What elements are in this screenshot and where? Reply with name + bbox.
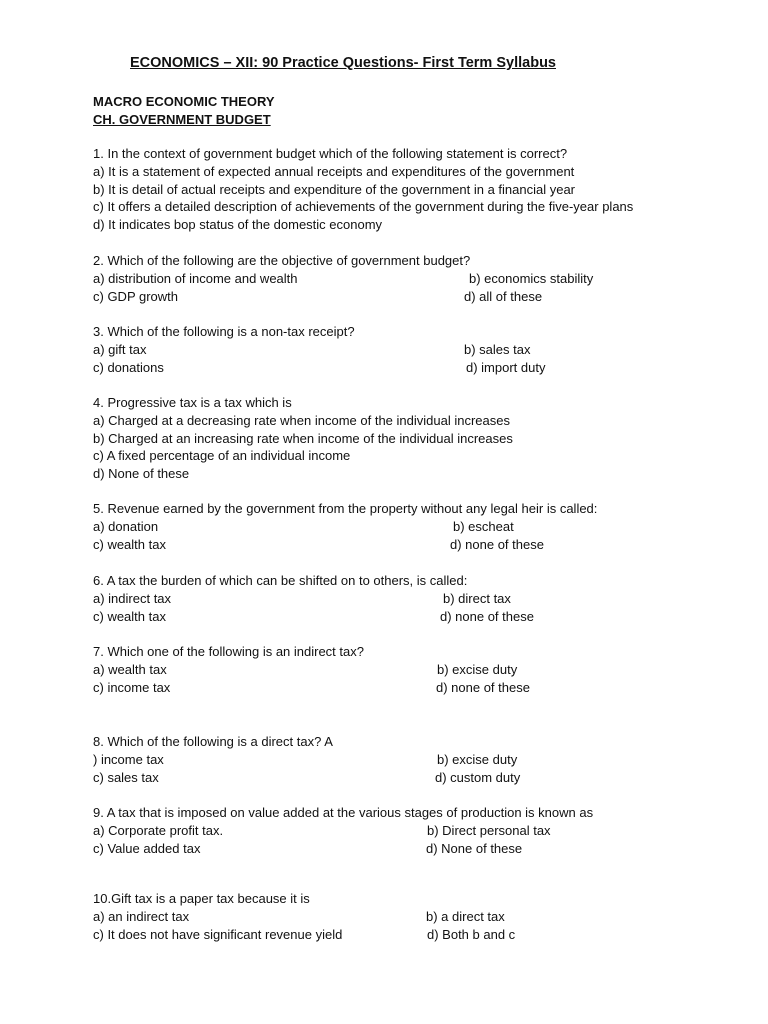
option-right: d) none of these xyxy=(440,608,534,624)
option: c) A fixed percentage of an individual income xyxy=(93,448,351,464)
question-6 xyxy=(93,572,733,625)
section-heading: MACRO ECONOMIC THEORY xyxy=(93,94,275,109)
question-stem: 3. Which of the following is a non-tax receipt? xyxy=(93,324,355,339)
option-row xyxy=(93,518,733,536)
document-title: ECONOMICS – XII: 90 Practice Questions- First Term Syllabus xyxy=(130,55,556,71)
option-left: c) donations xyxy=(93,359,164,375)
question-10 xyxy=(93,890,733,943)
question-stem: 4. Progressive tax is a tax which is xyxy=(93,395,292,410)
option-left: c) sales tax xyxy=(93,769,159,785)
question-stem: 6. A tax the burden of which can be shifted on to others, is called: xyxy=(93,573,468,588)
question-1 xyxy=(93,145,733,234)
question-stem: 2. Which of the following are the objective of government budget? xyxy=(93,253,471,268)
option: c) It offers a detailed description of achievements of the government during the five-year plans xyxy=(93,199,634,215)
question-5 xyxy=(93,500,733,553)
option-left: c) It does not have significant revenue yield xyxy=(93,926,343,942)
option-row xyxy=(93,840,733,858)
option-left: c) GDP growth xyxy=(93,288,179,304)
option-row xyxy=(93,926,733,944)
option-left: a) Corporate profit tax. xyxy=(93,822,224,838)
option-right: d) import duty xyxy=(466,359,546,375)
option-row xyxy=(93,608,733,626)
option: a) It is a statement of expected annual receipts and expenditures of the government xyxy=(93,163,575,179)
option-left: a) distribution of income and wealth xyxy=(93,270,298,286)
option-right: d) none of these xyxy=(436,679,530,695)
option: d) None of these xyxy=(93,466,190,482)
option-left: a) wealth tax xyxy=(93,661,167,677)
option: b) It is detail of actual receipts and expenditure of the government in a financial year xyxy=(93,181,576,197)
option-row xyxy=(93,590,733,608)
option-row xyxy=(93,536,733,554)
option-left: c) wealth tax xyxy=(93,608,166,624)
option-right: b) escheat xyxy=(453,518,514,534)
option-right: d) custom duty xyxy=(435,769,521,785)
option-left: a) gift tax xyxy=(93,341,147,357)
option-right: d) None of these xyxy=(426,840,523,856)
question-4 xyxy=(93,394,733,483)
option-row xyxy=(93,679,733,697)
option-row xyxy=(93,270,733,288)
option-row xyxy=(93,661,733,679)
question-3 xyxy=(93,323,733,376)
option-row xyxy=(93,359,733,377)
question-stem: 8. Which of the following is a direct tax? A xyxy=(93,734,333,749)
option-right: d) none of these xyxy=(450,536,544,552)
question-2 xyxy=(93,252,733,305)
option-right: d) Both b and c xyxy=(427,926,516,942)
option-left: c) wealth tax xyxy=(93,536,166,552)
option-left: c) Value added tax xyxy=(93,840,201,856)
option-right: d) all of these xyxy=(464,288,543,304)
option-left: c) income tax xyxy=(93,679,171,695)
option-left: a) an indirect tax xyxy=(93,908,190,924)
option-right: b) a direct tax xyxy=(426,908,505,924)
question-stem: 1. In the context of government budget which of the following statement is correct? xyxy=(93,146,568,161)
option-row xyxy=(93,341,733,359)
option-row xyxy=(93,751,733,769)
option-row xyxy=(93,769,733,787)
question-9 xyxy=(93,804,733,857)
option: d) It indicates bop status of the domestic economy xyxy=(93,217,383,233)
question-stem: 5. Revenue earned by the government from the property without any legal heir is called: xyxy=(93,501,598,516)
question-8 xyxy=(93,733,733,786)
option-left: ) income tax xyxy=(93,751,164,767)
option-left: a) indirect tax xyxy=(93,590,172,606)
chapter-heading: CH. GOVERNMENT BUDGET xyxy=(93,112,271,127)
question-7 xyxy=(93,643,733,696)
option-right: b) excise duty xyxy=(437,661,518,677)
question-stem: 10.Gift tax is a paper tax because it is xyxy=(93,891,310,906)
option-right: b) direct tax xyxy=(443,590,511,606)
option-left: a) donation xyxy=(93,518,159,534)
option-right: b) sales tax xyxy=(464,341,531,357)
option-row xyxy=(93,822,733,840)
option-right: b) excise duty xyxy=(437,751,518,767)
option-right: b) Direct personal tax xyxy=(427,822,551,838)
option-row xyxy=(93,288,733,306)
option-row xyxy=(93,908,733,926)
option: a) Charged at a decreasing rate when income of the individual increases xyxy=(93,412,510,428)
question-stem: 9. A tax that is imposed on value added at the various stages of production is known as xyxy=(93,805,594,820)
option: b) Charged at an increasing rate when income of the individual increases xyxy=(93,430,513,446)
option-right: b) economics stability xyxy=(469,270,594,286)
question-stem: 7. Which one of the following is an indirect tax? xyxy=(93,644,364,659)
